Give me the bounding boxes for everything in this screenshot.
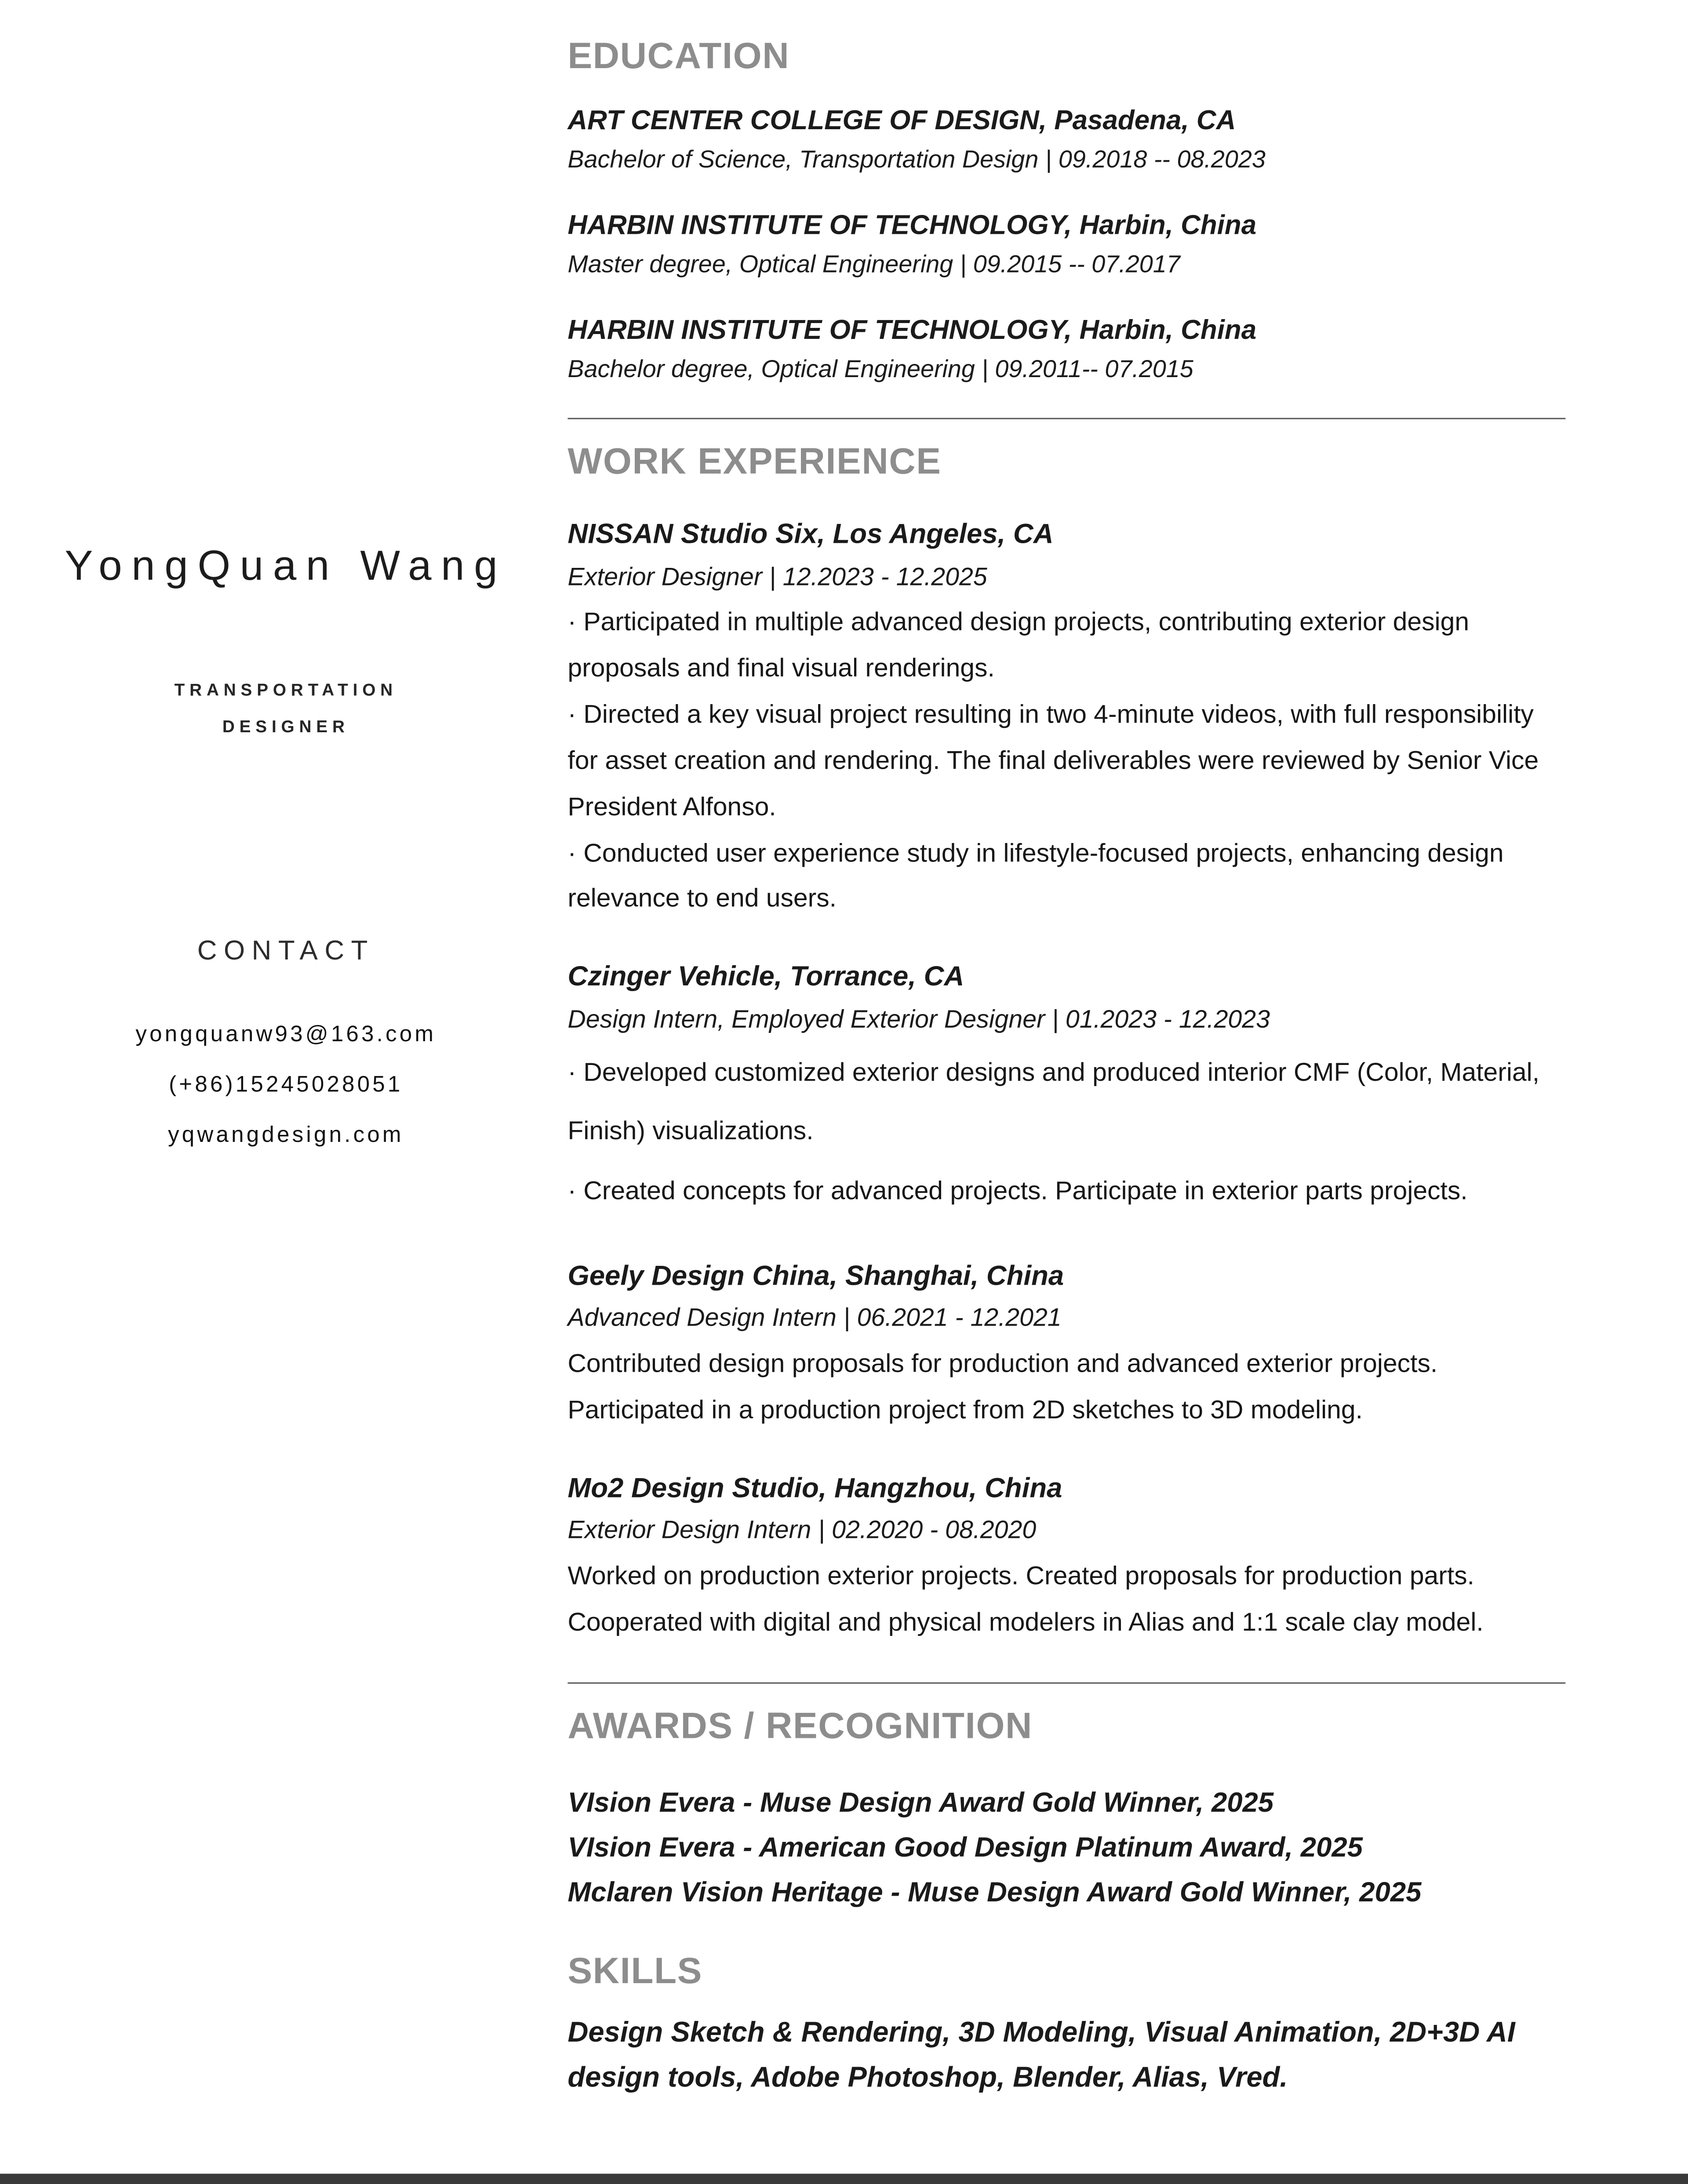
- skills-text: Design Sketch & Rendering, 3D Modeling, Visual Animation, 2D+3D AI design tools, Adobe Photoshop, Blender, Alias, Vred.: [568, 2017, 1515, 2093]
- job-body: [568, 601, 1565, 923]
- job-company: NISSAN Studio Six, Los Angeles, CA: [568, 518, 1054, 550]
- awards-section: [568, 1705, 1565, 1916]
- education-school: ART CENTER COLLEGE OF DESIGN, Pasadena, CA: [568, 106, 1236, 136]
- job-body: [568, 1043, 1565, 1222]
- job-body: [568, 1555, 1565, 1646]
- candidate-title-line2: DESIGNER: [222, 717, 349, 736]
- job-bullet: · Created concepts for advanced projects. Participate in exterior parts projects.: [568, 1177, 1468, 1206]
- education-detail: Bachelor degree, Optical Engineering | 09.2011-- 07.2015: [568, 355, 1193, 383]
- job-role: Exterior Design Intern | 02.2020 - 08.2020: [568, 1515, 1037, 1544]
- section-divider: [568, 1682, 1565, 1683]
- job-role: Advanced Design Intern | 06.2021 - 12.2021: [568, 1303, 1062, 1332]
- candidate-title: [0, 672, 572, 745]
- job-body: [568, 1342, 1565, 1434]
- skills-heading: SKILLS: [568, 1951, 702, 1992]
- job-entry-czinger: [568, 959, 1565, 1222]
- section-divider: [568, 418, 1565, 419]
- contact-info: [0, 1010, 572, 1162]
- job-bullet: Contributed design proposals for production and advanced exterior projects. Participated in a production project from 2D sketches to 3D modeling.: [568, 1350, 1438, 1425]
- job-entry-nissan: [568, 516, 1565, 923]
- education-entry: [568, 312, 1565, 388]
- awards-heading: AWARDS / RECOGNITION: [568, 1705, 1033, 1746]
- education-heading: EDUCATION: [568, 35, 790, 76]
- education-entry: [568, 102, 1565, 178]
- skills-section: [568, 1951, 1565, 2101]
- job-bullet: · Developed customized exterior designs and produced interior CMF (Color, Material, Finish) visualizations.: [568, 1058, 1540, 1147]
- contact-phone: (+86)15245028051: [169, 1072, 403, 1097]
- job-company: Czinger Vehicle, Torrance, CA: [568, 961, 964, 992]
- main-column: [568, 36, 1565, 2101]
- page-bottom-band: [0, 2173, 1688, 2184]
- work-experience-heading: WORK EXPERIENCE: [568, 441, 942, 482]
- award-item: Mclaren Vision Heritage - Muse Design Award Gold Winner, 2025: [568, 1877, 1422, 1909]
- education-detail: Master degree, Optical Engineering | 09.2015 -- 07.2017: [568, 250, 1180, 278]
- education-school: HARBIN INSTITUTE OF TECHNOLOGY, Harbin, China: [568, 211, 1257, 241]
- award-item: VIsion Evera - American Good Design Platinum Award, 2025: [568, 1832, 1363, 1864]
- job-bullet: Worked on production exterior projects. Created proposals for production parts. Cooperated with digital and physical modelers in Alias and 1:1 scale clay model.: [568, 1563, 1484, 1638]
- job-role: Exterior Designer | 12.2023 - 12.2025: [568, 562, 987, 591]
- job-company: Mo2 Design Studio, Hangzhou, China: [568, 1472, 1062, 1504]
- education-detail: Bachelor of Science, Transportation Design | 09.2018 -- 08.2023: [568, 145, 1266, 173]
- job-bullet: · Conducted user experience study in lifestyle-focused projects, enhancing design relevance to end users.: [568, 839, 1504, 914]
- education-section: [568, 36, 1565, 388]
- job-entry-geely: [568, 1257, 1565, 1434]
- work-experience-section: [568, 441, 1565, 1646]
- contact-email: yongquanw93@163.com: [135, 1022, 437, 1047]
- job-role: Design Intern, Employed Exterior Designer | 01.2023 - 12.2023: [568, 1004, 1270, 1033]
- education-school: HARBIN INSTITUTE OF TECHNOLOGY, Harbin, China: [568, 316, 1257, 346]
- job-entry-mo2: [568, 1470, 1565, 1647]
- sidebar: [0, 0, 572, 2184]
- job-bullet: · Directed a key visual project resulting in two 4-minute videos, with full responsibility for asset creation and rendering. The final deliverables were reviewed by Senior Vice President Alfonso.: [568, 701, 1539, 822]
- candidate-title-line1: TRANSPORTATION: [174, 680, 397, 700]
- job-company: Geely Design China, Shanghai, China: [568, 1260, 1064, 1291]
- job-bullet: · Participated in multiple advanced design projects, contributing exterior design proposals and final visual renderings.: [568, 609, 1470, 684]
- award-item: VIsion Evera - Muse Design Award Gold Winner, 2025: [568, 1787, 1274, 1818]
- candidate-name: YongQuan Wang: [65, 541, 507, 589]
- contact-website: yqwangdesign.com: [168, 1123, 404, 1148]
- contact-heading: CONTACT: [197, 936, 375, 967]
- education-entry: [568, 207, 1565, 283]
